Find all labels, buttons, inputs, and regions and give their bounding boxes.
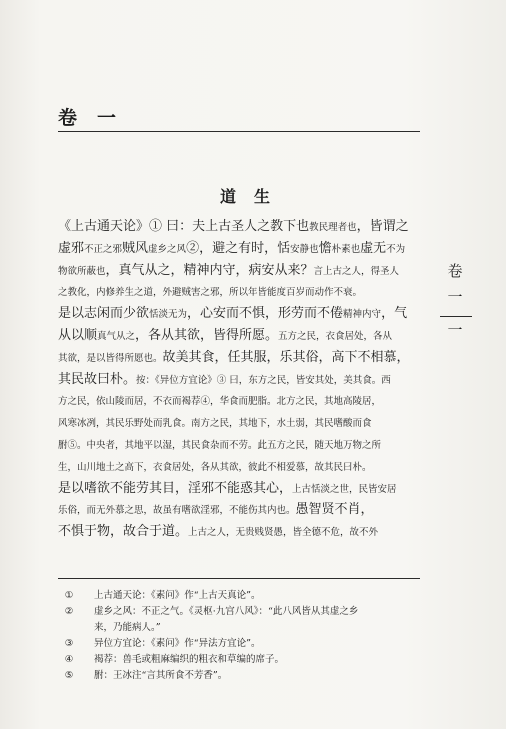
footnote-text: 虚乡之风：不正之气。《灵枢·九宫八风》：“此八风皆从其虚之乡 <box>94 606 359 617</box>
body-text <box>58 216 420 543</box>
main-text: 虚无 <box>360 240 387 256</box>
footnote-number: ⑤ <box>64 670 74 681</box>
side-chapter-tab <box>440 258 470 339</box>
body-line <box>58 521 420 543</box>
main-text: ，真气从之，精神内守，病安从来？ <box>105 262 314 278</box>
body-line <box>58 412 420 434</box>
commentary-text: 其欲，是以皆得所愿也。 <box>58 352 163 364</box>
main-text: 不惧于物，故合于道。 <box>58 524 189 540</box>
volume-title-char-1: 卷 <box>58 107 80 129</box>
commentary-text: 风寒冰冽，其民乐野处而乳食。南方之民，其地下，水土弱，其民嗜酸而食 <box>58 418 372 430</box>
main-text: 是以志闲而少欲 <box>58 306 150 322</box>
commentary-text: 上古恬淡之世，民皆安居 <box>292 483 397 495</box>
body-line <box>58 499 420 521</box>
commentary-text: 之教化，内修养生之道，外避贼害之邪，所以年皆能度百岁而动作不衰。 <box>58 287 363 299</box>
commentary-text: 朴素也 <box>331 243 361 255</box>
footnote-text: 胕：王冰注“言其所食不芳香”。 <box>94 670 228 681</box>
body-line <box>58 281 420 303</box>
main-text: ，气 <box>381 306 408 322</box>
body-line <box>58 478 420 500</box>
footnote-number: ③ <box>64 638 74 649</box>
side-tab-rule <box>440 316 472 317</box>
body-line <box>58 390 420 412</box>
body-line <box>58 434 420 456</box>
commentary-text: 五方之民，衣食居处，各从 <box>278 330 393 342</box>
footnote-number: ① <box>64 590 74 601</box>
body-line <box>58 260 420 282</box>
main-text: 其民故曰朴。 <box>58 371 137 387</box>
footnote-rule <box>58 578 420 579</box>
commentary-text: 不正之邪 <box>84 243 123 255</box>
commentary-text: 乐俗，而无外慕之思，故虽有嗜欲淫邪，不能伤其内也。 <box>58 505 296 517</box>
commentary-text: 方之民，依山陵而居，不衣而褐荐④，华食而肥脂。北方之民，其地高陵居， <box>58 396 382 408</box>
footnote-text: 异位方宜论：《素问》作“异法方宜论”。 <box>94 638 261 649</box>
main-text: ，各从其欲，皆得所愿。 <box>135 327 279 343</box>
body-line <box>58 456 420 478</box>
footnote <box>58 636 420 652</box>
main-text: 是以嗜欲不能劳其目，淫邪不能惑其心， <box>58 480 293 496</box>
main-text: 从以顺 <box>58 327 98 343</box>
side-tab-char-3: 一 <box>447 321 463 339</box>
main-text: 故美其食，任其服，乐其俗，高下不相慕， <box>162 349 410 365</box>
footnote <box>58 668 420 684</box>
side-tab-char-2: 一 <box>447 288 463 306</box>
footnote <box>58 604 420 620</box>
side-tab-char-1: 卷 <box>447 262 463 280</box>
main-text: ，皆谓之 <box>356 219 409 234</box>
title-rule <box>58 131 420 132</box>
footnote <box>58 588 420 604</box>
footnote-number: ④ <box>64 654 74 665</box>
commentary-text: 安静也 <box>290 243 319 255</box>
body-line <box>58 369 420 391</box>
body-line <box>58 303 420 325</box>
body-line <box>58 325 420 347</box>
section-title: 道生 <box>220 187 289 206</box>
commentary-text: 物欲所蔽也 <box>58 265 106 277</box>
footnotes <box>58 588 420 684</box>
main-text: 贼风 <box>122 240 149 256</box>
main-text: ，心安而不惧，形劳而不倦 <box>187 306 344 322</box>
commentary-text: 按：《异位方宜论》③ 曰，东方之民，皆安其处，美其食。西 <box>136 374 391 386</box>
footnote-text: 上古通天论：《素问》作“上古天真论”。 <box>94 590 261 601</box>
volume-title-char-2: 一 <box>97 107 119 129</box>
footnote-number: ② <box>64 606 74 617</box>
footnote <box>58 652 420 668</box>
main-text: 愚智贤不肖， <box>295 502 374 518</box>
commentary-text: 真气从之 <box>97 330 136 342</box>
main-text: 虚邪 <box>58 240 85 256</box>
commentary-text: 虚乡之风 <box>148 243 187 255</box>
body-line <box>58 347 420 369</box>
footnote-text: 褐荐：兽毛或粗麻编织的粗衣和草编的席子。 <box>94 654 285 665</box>
body-line <box>58 216 420 238</box>
volume-title <box>58 103 118 130</box>
main-text: 《上古通天论》① 曰：夫上古圣人之教下也 <box>58 219 310 234</box>
commentary-text: 生，山川地土之高下，衣食居处，各从其欲，彼此不相爱慕，故其民曰朴。 <box>58 461 372 473</box>
commentary-text: 不为 <box>386 243 406 255</box>
footnote <box>58 620 420 636</box>
footnote-text: 来，乃能病人。” <box>94 622 161 633</box>
main-text: ②，避之有时，恬 <box>186 240 291 256</box>
commentary-text: 精神内守 <box>343 309 382 321</box>
commentary-text: 上古之人，无贵贱贤愚，皆全德不危，故不外 <box>188 527 379 539</box>
main-text: 憺 <box>318 240 332 256</box>
commentary-text: 言上古之人，得圣人 <box>313 265 400 277</box>
commentary-text: 教民理者也 <box>309 222 357 233</box>
commentary-text: 胕⑤。中央者，其地平以湿，其民食杂而不劳。此五方之民，随天地万物之所 <box>58 439 382 451</box>
commentary-text: 恬淡无为 <box>149 309 188 321</box>
body-line <box>58 238 420 260</box>
